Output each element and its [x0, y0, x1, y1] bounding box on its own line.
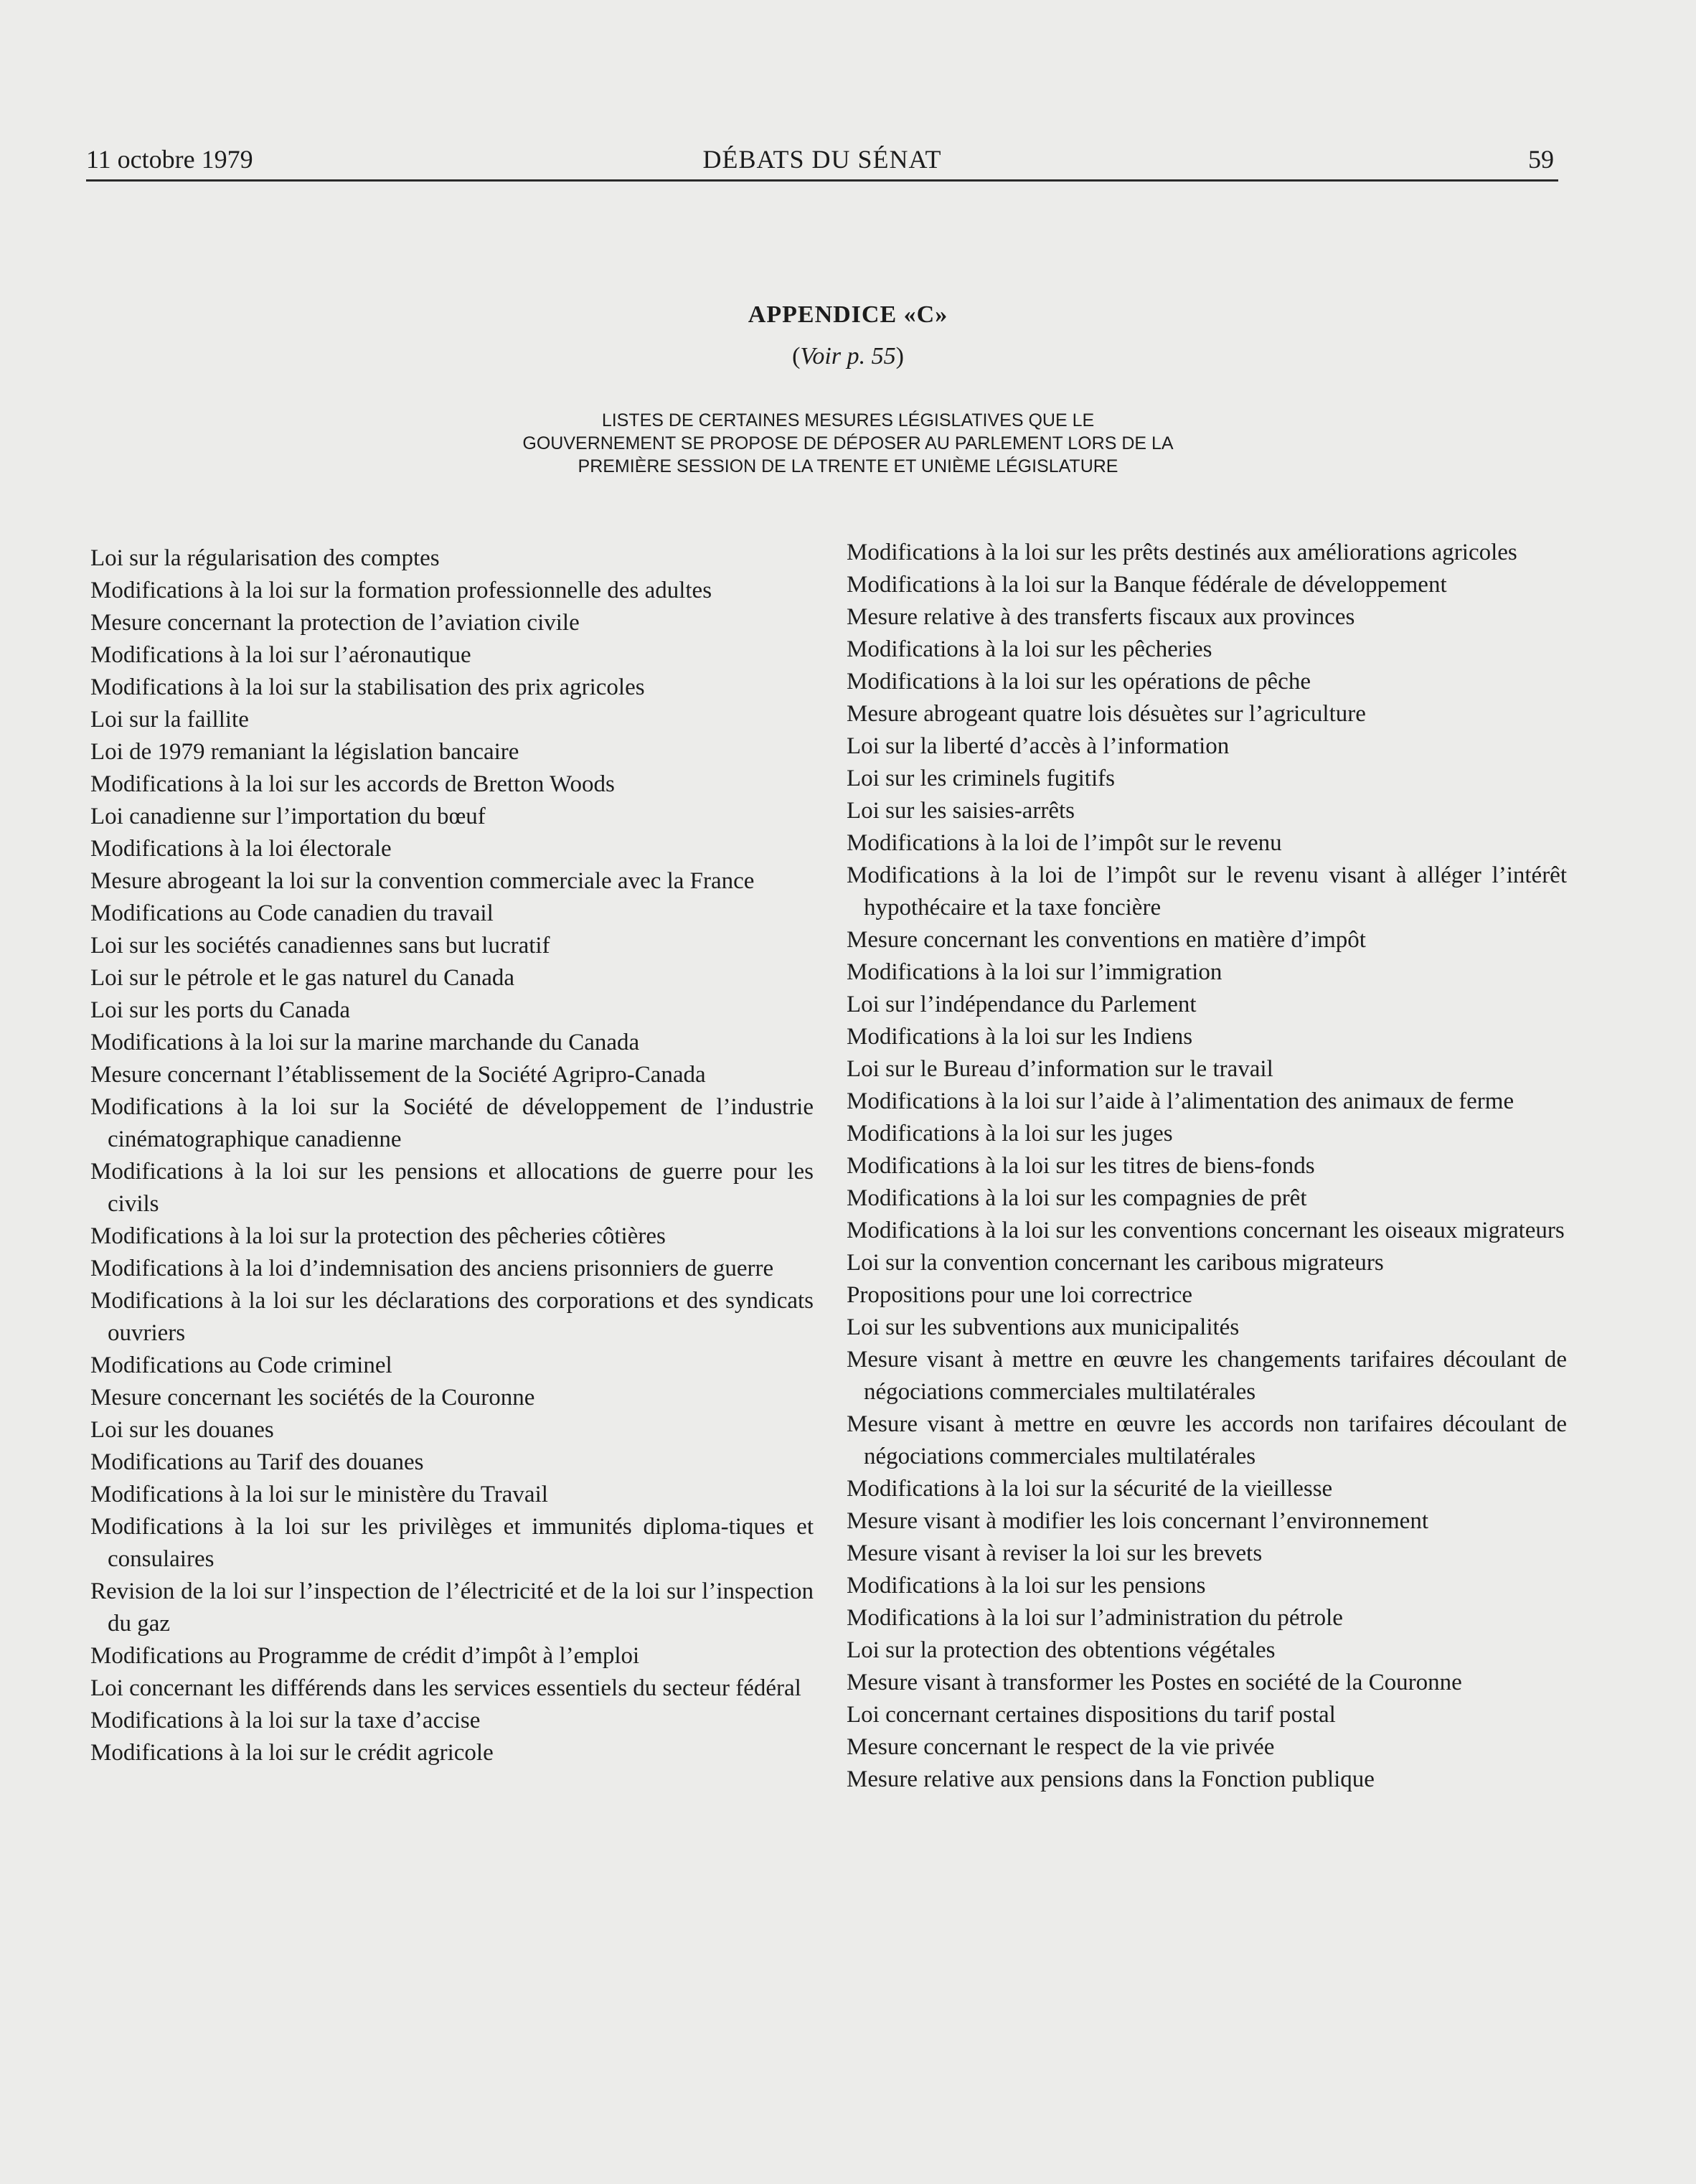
legislation-list-item: Modifications à la loi sur l’administration du pétrole	[847, 1605, 1343, 1631]
legislation-list-item: Loi sur la protection des obtentions végétales	[847, 1637, 1276, 1663]
legislation-list-item: Loi sur la régularisation des comptes	[90, 545, 440, 571]
legislation-list-item: Mesure relative à des transferts fiscaux aux provinces	[847, 604, 1355, 630]
legislation-list-item: Modifications à la loi sur l’aéronautique	[90, 642, 471, 668]
legislation-list-item: Loi sur l’indépendance du Parlement	[847, 992, 1197, 1017]
legislation-list-item: Modifications à la loi de l’impôt sur le revenu	[847, 830, 1282, 856]
legislation-list-item: Modifications à la loi sur les prêts destinés aux améliorations agricoles	[847, 540, 1517, 565]
appendix-title: APPENDICE «C»	[748, 301, 948, 328]
legislation-list-item: Modifications au Tarif des douanes	[90, 1449, 424, 1475]
legislation-list-item: Loi sur la convention concernant les caribous migrateurs	[847, 1250, 1384, 1276]
legislation-list-item: Modifications à la loi sur la protection des pêcheries côtières	[90, 1223, 666, 1249]
legislation-list-item: Modifications à la loi sur le crédit agricole	[90, 1740, 494, 1766]
legislation-list-item: Loi sur les saisies-arrêts	[847, 798, 1075, 824]
appendix-reference-text: Voir p. 55	[800, 343, 896, 370]
legislation-list-item: Loi sur la faillite	[90, 707, 249, 733]
legislation-list-item: Modifications à la loi sur les titres de biens-fonds	[847, 1153, 1315, 1179]
page-header	[86, 143, 1558, 182]
legislation-list-item: Modifications à la loi de l’impôt sur le revenu visant à alléger l’intérêt hypothécaire et la taxe foncière	[847, 862, 1567, 921]
legislation-list-item: Modifications à la loi sur les déclarations des corporations et des syndicats ouvriers	[90, 1288, 814, 1346]
legislation-list-item: Mesure concernant les conventions en matière d’impôt	[847, 927, 1366, 953]
legislation-list-item: Mesure concernant le respect de la vie privée	[847, 1734, 1275, 1760]
legislation-list-item: Modifications à la loi sur les conventions concernant les oiseaux migrateurs	[847, 1218, 1565, 1243]
legislation-list-item: Modifications au Code canadien du travail	[90, 900, 494, 926]
legislation-list-item: Modifications à la loi d’indemnisation des anciens prisonniers de guerre	[90, 1256, 774, 1281]
appendix-subtitle	[0, 409, 1696, 478]
legislation-list-item: Mesure concernant les sociétés de la Couronne	[90, 1385, 535, 1411]
legislation-list-item: Modifications à la loi sur les privilèges et immunités diploma-tiques et consulaires	[90, 1514, 814, 1572]
legislation-list-item: Loi sur les ports du Canada	[90, 997, 351, 1023]
legislation-list-item: Modifications à la loi sur les pêcheries	[847, 636, 1212, 662]
subtitle-line: GOUVERNEMENT SE PROPOSE DE DÉPOSER AU PARLEMENT LORS DE LA	[522, 433, 1174, 453]
legislation-list-item: Mesure visant à modifier les lois concernant l’environnement	[847, 1508, 1428, 1534]
legislation-list-item: Modifications à la loi sur la sécurité de la vieillesse	[847, 1476, 1333, 1502]
legislation-list-item: Loi sur le pétrole et le gas naturel du Canada	[90, 965, 515, 991]
header-publication-title: DÉBATS DU SÉNAT	[702, 145, 942, 174]
right-column-list	[847, 537, 1567, 1796]
legislation-list-item: Mesure visant à mettre en œuvre les accords non tarifaires découlant de négociations commerciales multilatérales	[847, 1411, 1567, 1469]
legislation-list-item: Loi sur les douanes	[90, 1417, 274, 1443]
legislation-list-item: Modifications à la loi sur la taxe d’accise	[90, 1708, 481, 1733]
legislation-list-item: Modifications au Programme de crédit d’impôt à l’emploi	[90, 1643, 640, 1669]
legislation-list-item: Modifications à la loi sur le ministère du Travail	[90, 1482, 548, 1507]
header-page-number: 59	[1528, 145, 1554, 174]
legislation-list-item: Modifications à la loi sur les accords de Bretton Woods	[90, 771, 615, 797]
legislation-list-item: Modifications à la loi sur les pensions	[847, 1573, 1206, 1599]
legislation-list-item: Modifications à la loi sur les pensions et allocations de guerre pour les civils	[90, 1159, 814, 1217]
legislation-list-item: Modifications à la loi sur la Société de développement de l’industrie cinématographique canadienne	[90, 1094, 814, 1152]
appendix-reference	[0, 343, 1696, 370]
subtitle-line: LISTES DE CERTAINES MESURES LÉGISLATIVES QUE LE	[601, 410, 1095, 430]
legislation-list-item: Mesure relative aux pensions dans la Fonction publique	[847, 1766, 1375, 1792]
legislation-list-item: Propositions pour une loi correctrice	[847, 1282, 1193, 1308]
header-date: 11 octobre 1979	[86, 145, 253, 174]
legislation-list-item: Mesure abrogeant la loi sur la convention commerciale avec la France	[90, 868, 755, 894]
legislation-list-item: Modifications à la loi sur la Banque fédérale de développement	[847, 572, 1447, 598]
legislation-list-item: Modifications à la loi sur l’aide à l’alimentation des animaux de ferme	[847, 1088, 1514, 1114]
legislation-list-item: Loi sur le Bureau d’information sur le travail	[847, 1056, 1273, 1082]
legislation-list-item: Modifications à la loi sur la marine marchande du Canada	[90, 1030, 640, 1055]
legislation-list-item: Mesure visant à reviser la loi sur les brevets	[847, 1540, 1263, 1566]
legislation-list-item: Loi concernant les différends dans les services essentiels du secteur fédéral	[90, 1675, 801, 1701]
left-column-list	[90, 542, 814, 1769]
subtitle-line: PREMIÈRE SESSION DE LA TRENTE ET UNIÈME LÉGISLATURE	[578, 456, 1118, 476]
legislation-list-item: Loi canadienne sur l’importation du bœuf	[90, 804, 486, 829]
legislation-list-item: Modifications à la loi sur les compagnies de prêt	[847, 1185, 1307, 1211]
legislation-list-item: Loi concernant certaines dispositions du tarif postal	[847, 1702, 1336, 1728]
legislation-list-item: Modifications à la loi sur la stabilisation des prix agricoles	[90, 674, 645, 700]
legislation-list-item: Modifications à la loi sur les Indiens	[847, 1024, 1193, 1050]
legislation-list-item: Mesure abrogeant quatre lois désuètes sur l’agriculture	[847, 701, 1366, 727]
legislation-list-item: Modifications à la loi sur les juges	[847, 1121, 1173, 1147]
legislation-list-item: Modifications au Code criminel	[90, 1352, 392, 1378]
legislation-list-item: Loi sur la liberté d’accès à l’information	[847, 733, 1230, 759]
appendix-reference-open: (	[792, 343, 801, 370]
legislation-list-item: Modifications à la loi sur les opérations de pêche	[847, 669, 1311, 695]
legislation-list-item: Mesure visant à transformer les Postes en société de la Couronne	[847, 1670, 1462, 1695]
legislation-list-item: Modifications à la loi sur la formation professionnelle des adultes	[90, 578, 712, 603]
legislation-list-item: Mesure concernant l’établissement de la Société Agripro-Canada	[90, 1062, 706, 1088]
legislation-list-item: Mesure visant à mettre en œuvre les changements tarifaires découlant de négociations commerciales multilatérales	[847, 1347, 1567, 1405]
legislation-list-item: Loi sur les subventions aux municipalités	[847, 1314, 1240, 1340]
appendix-reference-close: )	[895, 343, 904, 370]
legislation-list-item: Modifications à la loi sur l’immigration	[847, 959, 1222, 985]
legislation-list-item: Mesure concernant la protection de l’aviation civile	[90, 610, 580, 636]
legislation-list-item: Loi sur les criminels fugitifs	[847, 766, 1115, 791]
legislation-list-item: Loi de 1979 remaniant la législation bancaire	[90, 739, 519, 765]
legislation-list-item: Modifications à la loi électorale	[90, 836, 392, 862]
legislation-list-item: Revision de la loi sur l’inspection de l’électricité et de la loi sur l’inspection du gaz	[90, 1578, 814, 1637]
legislation-list-item: Loi sur les sociétés canadiennes sans but lucratif	[90, 933, 550, 959]
